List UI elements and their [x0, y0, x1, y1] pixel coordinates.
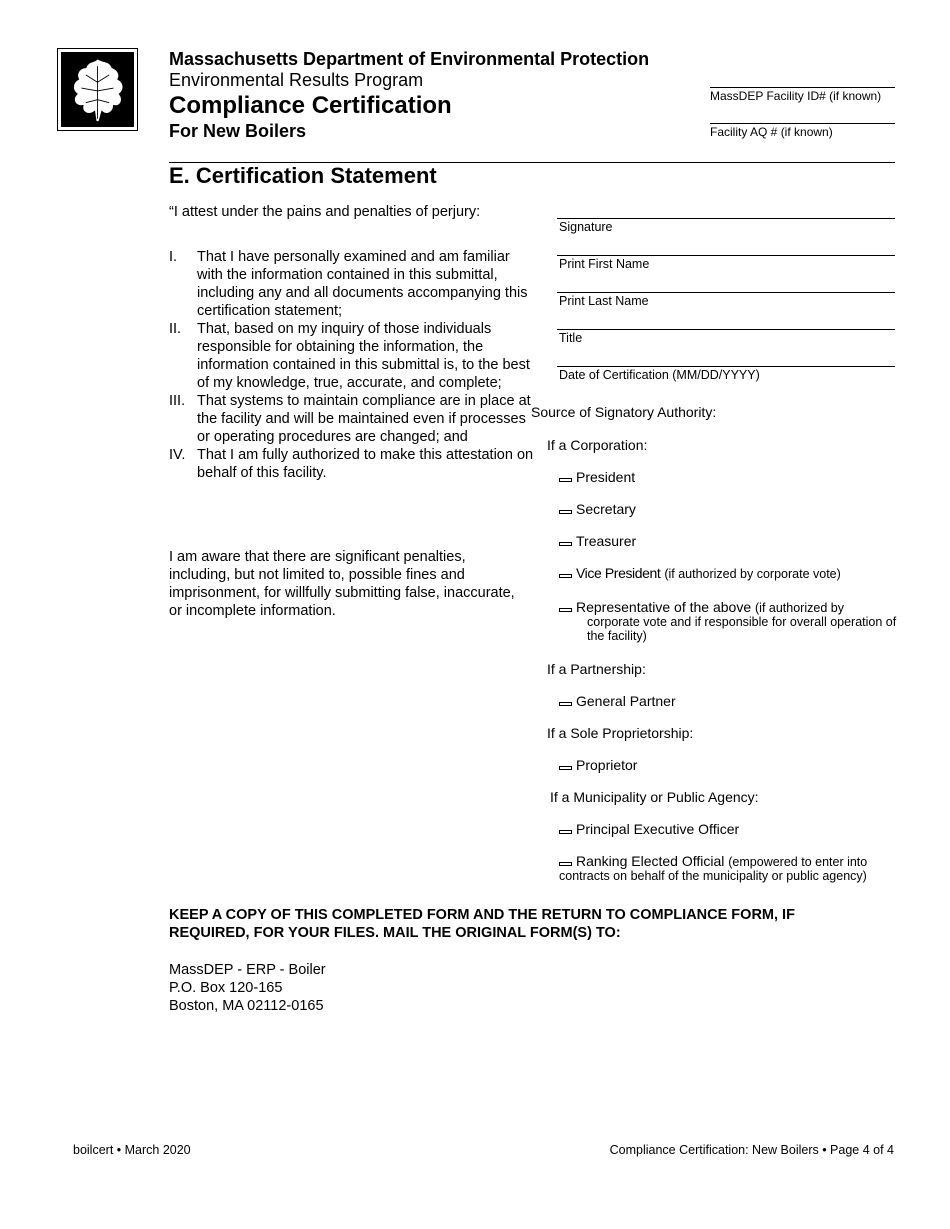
attest-intro: “I attest under the pains and penalties of perjury:	[169, 204, 481, 220]
ranking-official-checkbox[interactable]	[559, 862, 572, 866]
agency-name: Massachusetts Department of Environmental Protection	[169, 49, 650, 69]
sole-proprietorship-label: If a Sole Proprietorship:	[547, 725, 694, 741]
list-item: II. That, based on my inquiry of those individuals responsible for obtaining the information, the information contained in this submittal is, to the best of my knowledge, true, accurate, and complete;	[169, 321, 530, 391]
general-partner-checkbox[interactable]	[559, 702, 572, 706]
list-item: I. That I have personally examined and am familiar with the information contained in this submittal, including any and all documents accompanying this certification statement;	[169, 249, 528, 319]
vice-president-checkbox[interactable]	[559, 574, 572, 578]
representative-checkbox[interactable]	[559, 608, 572, 612]
program-name: Environmental Results Program	[169, 70, 424, 90]
secretary-checkbox[interactable]	[559, 510, 572, 514]
footer-left: boilcert • March 2020	[73, 1143, 191, 1157]
form-subtitle: For New Boilers	[169, 121, 307, 141]
treasurer-option[interactable]: Treasurer	[559, 533, 636, 549]
footer-right: Compliance Certification: New Boilers • Page 4 of 4	[609, 1143, 894, 1157]
massdep-logo	[57, 48, 138, 131]
facility-id-label: MassDEP Facility ID# (if known)	[710, 89, 882, 103]
general-partner-option[interactable]: General Partner	[559, 693, 676, 709]
list-item: IV. That I am fully authorized to make this attestation on behalf of this facility.	[169, 447, 534, 481]
president-checkbox[interactable]	[559, 478, 572, 482]
title-label: Title	[559, 331, 583, 345]
signature-label: Signature	[559, 220, 613, 234]
oak-leaf-icon	[61, 52, 134, 127]
last-name-label: Print Last Name	[559, 294, 649, 308]
proprietor-checkbox[interactable]	[559, 766, 572, 770]
first-name-field[interactable]	[557, 255, 895, 271]
signature-field[interactable]	[557, 218, 895, 234]
title-field[interactable]	[557, 329, 895, 345]
treasurer-checkbox[interactable]	[559, 542, 572, 546]
principal-executive-option[interactable]: Principal Executive Officer	[559, 821, 739, 837]
vice-president-option[interactable]: Vice President (if authorized by corporate vote)	[559, 565, 841, 581]
authority-heading: Source of Signatory Authority:	[531, 404, 717, 420]
facility-aq-label: Facility AQ # (if known)	[710, 125, 833, 139]
section-title: E. Certification Statement	[169, 163, 437, 188]
mailing-instruction: KEEP A COPY OF THIS COMPLETED FORM AND THE RETURN TO COMPLIANCE FORM, IF REQUIRED, FOR YOUR FILES. MAIL THE ORIGINAL FORM(S) TO:	[169, 907, 795, 941]
principal-executive-checkbox[interactable]	[559, 830, 572, 834]
list-item: III. That systems to maintain compliance are in place at the facility and will be maintained even if processes or operating procedures are changed; and	[169, 393, 531, 445]
ranking-official-option[interactable]: Ranking Elected Official (empowered to enter into contracts on behalf of the municipality or public agency)	[559, 853, 868, 883]
date-label: Date of Certification (MM/DD/YYYY)	[559, 368, 760, 382]
proprietor-option[interactable]: Proprietor	[559, 757, 637, 773]
facility-aq-field[interactable]	[710, 123, 895, 139]
representative-option[interactable]: Representative of the above (if authorized by corporate vote and if responsible for overall operation of the facility)	[559, 599, 899, 643]
form-title: Compliance Certification	[169, 92, 452, 119]
secretary-option[interactable]: Secretary	[559, 501, 636, 517]
municipality-label: If a Municipality or Public Agency:	[550, 789, 759, 805]
corporation-label: If a Corporation:	[547, 437, 648, 453]
facility-id-field[interactable]	[710, 87, 895, 103]
date-field[interactable]	[557, 366, 895, 382]
president-option[interactable]: President	[559, 469, 635, 485]
first-name-label: Print First Name	[559, 257, 650, 271]
mailing-address: MassDEP - ERP - Boiler P.O. Box 120-165 Boston, MA 02112-0165	[169, 962, 326, 1014]
partnership-label: If a Partnership:	[547, 661, 646, 677]
last-name-field[interactable]	[557, 292, 895, 308]
attestation-list	[169, 248, 534, 482]
penalty-statement: I am aware that there are significant penalties, including, but not limited to, possible fines and imprisonment, for willfully submitting false, inaccurate, or incomplete information.	[169, 549, 515, 619]
